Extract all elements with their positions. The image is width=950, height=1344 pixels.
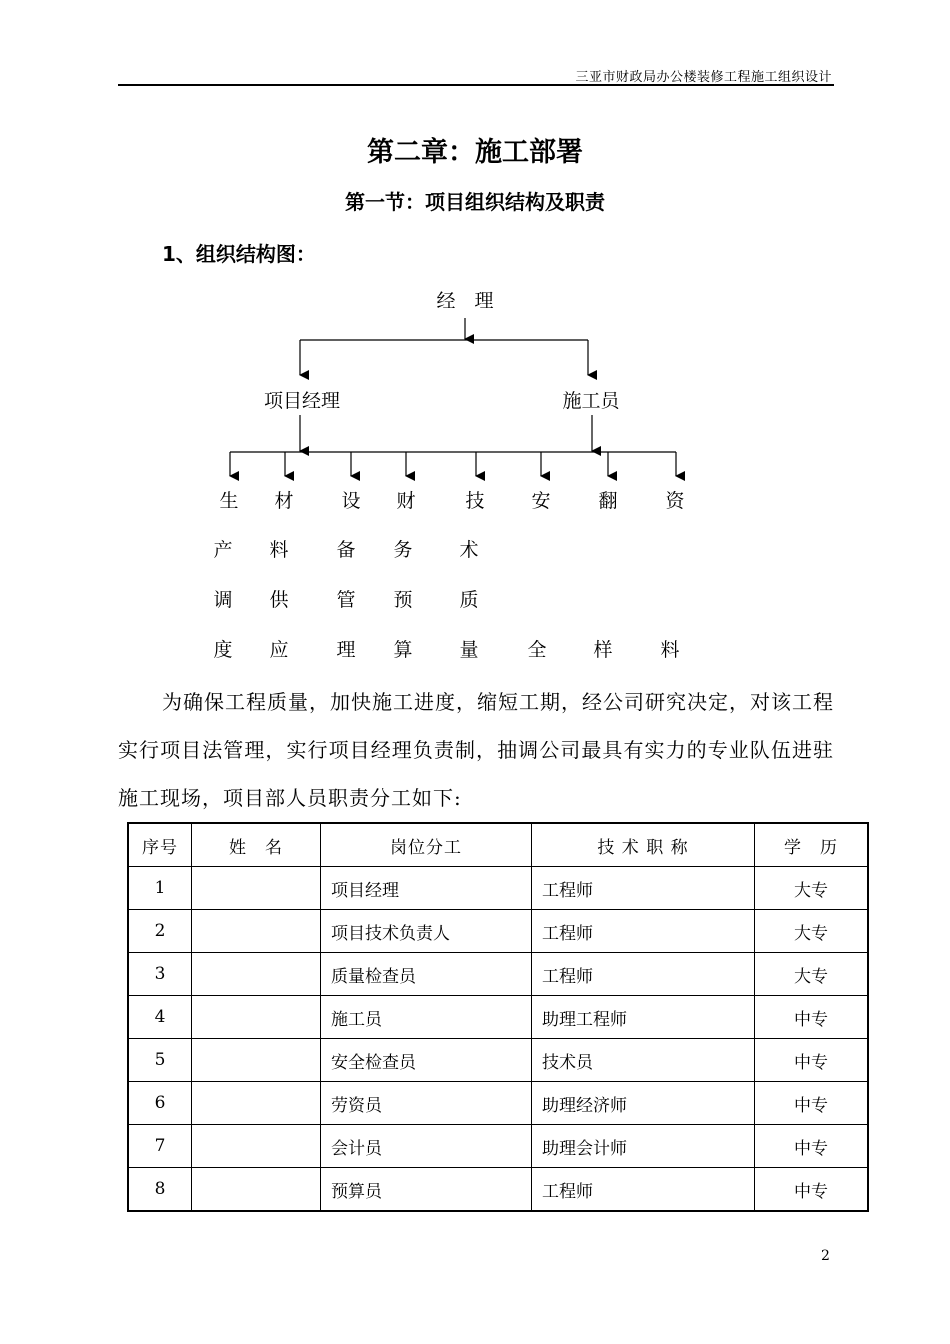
cell-name xyxy=(192,953,321,996)
dept-char: 术 xyxy=(459,539,479,561)
cell-name xyxy=(192,910,321,953)
header-title: 技 术 职 称 xyxy=(532,823,755,867)
cell-name xyxy=(192,867,321,910)
dept-production xyxy=(213,490,238,661)
cell-index: 8 xyxy=(128,1168,192,1212)
dept-records xyxy=(660,490,685,661)
dept-char: 质 xyxy=(459,589,479,611)
table-row xyxy=(128,953,868,996)
dept-materials xyxy=(269,490,293,661)
dept-char: 材 xyxy=(274,490,294,512)
dept-char: 管 xyxy=(336,589,356,611)
header-name: 姓 名 xyxy=(192,823,321,867)
running-header: 三亚市财政局办公楼装修工程施工组织设计 xyxy=(575,70,832,85)
cell-title: 助理会计师 xyxy=(532,1125,755,1168)
dept-char: 务 xyxy=(393,539,413,561)
cell-education: 中专 xyxy=(755,1168,869,1212)
cell-title: 助理工程师 xyxy=(532,996,755,1039)
dept-char: 调 xyxy=(213,589,233,611)
dept-finance xyxy=(393,490,415,661)
cell-education: 中专 xyxy=(755,1082,869,1125)
cell-title: 工程师 xyxy=(532,953,755,996)
paragraph-text: 为确保工程质量，加快施工进度，缩短工期，经公司研究决定，对该工程实行项目法管理，实行项目经理负责制，抽调公司最具有实力的专业队伍进驻施工现场，项目部人员职责分工如下: xyxy=(118,690,834,810)
cell-name xyxy=(192,1039,321,1082)
dept-char: 翻 xyxy=(598,490,618,512)
dept-char: 技 xyxy=(465,490,485,512)
cell-post: 项目技术负责人 xyxy=(321,910,532,953)
cell-index: 5 xyxy=(128,1039,192,1082)
dept-char: 样 xyxy=(593,639,613,661)
table-row xyxy=(128,1082,868,1125)
cell-title: 工程师 xyxy=(532,910,755,953)
dept-char: 量 xyxy=(459,639,479,661)
cell-post: 项目经理 xyxy=(321,867,532,910)
dept-equipment xyxy=(336,490,360,661)
dept-char: 供 xyxy=(269,589,289,611)
staff-table xyxy=(127,822,869,1212)
dept-char: 预 xyxy=(393,589,413,611)
section-title: 第一节：项目组织结构及职责 xyxy=(345,190,605,214)
org-project-manager-label: 项目经理 xyxy=(263,390,341,412)
sub-title: 1、组织结构图： xyxy=(162,242,316,266)
cell-name xyxy=(192,1125,321,1168)
table-row xyxy=(128,996,868,1039)
cell-name xyxy=(192,1082,321,1125)
dept-safety xyxy=(527,490,550,661)
cell-post: 安全检查员 xyxy=(321,1039,532,1082)
cell-education: 中专 xyxy=(755,996,869,1039)
body-paragraph xyxy=(118,678,834,822)
org-construction-staff-label: 施工员 xyxy=(562,390,620,412)
chapter-title: 第二章：施工部署 xyxy=(367,137,583,168)
dept-char: 产 xyxy=(213,539,233,561)
dept-char: 算 xyxy=(393,639,413,661)
cell-index: 7 xyxy=(128,1125,192,1168)
cell-index: 3 xyxy=(128,953,192,996)
dept-char: 财 xyxy=(396,490,416,512)
dept-char: 生 xyxy=(219,490,239,512)
cell-name xyxy=(192,1168,321,1212)
cell-post: 质量检查员 xyxy=(321,953,532,996)
cell-post: 预算员 xyxy=(321,1168,532,1212)
cell-index: 6 xyxy=(128,1082,192,1125)
dept-char: 应 xyxy=(269,639,289,661)
dept-char: 理 xyxy=(336,639,356,661)
page-number: 2 xyxy=(821,1248,830,1264)
cell-title: 助理经济师 xyxy=(532,1082,755,1125)
dept-char: 备 xyxy=(336,539,356,561)
cell-education: 大专 xyxy=(755,953,869,996)
cell-name xyxy=(192,996,321,1039)
table-header-row xyxy=(128,823,868,867)
cell-index: 1 xyxy=(128,867,192,910)
cell-education: 大专 xyxy=(755,910,869,953)
cell-title: 技术员 xyxy=(532,1039,755,1082)
table-row xyxy=(128,867,868,910)
header-post: 岗位分工 xyxy=(321,823,532,867)
dept-char: 资 xyxy=(665,490,685,512)
table-row xyxy=(128,1125,868,1168)
header-education: 学 历 xyxy=(755,823,869,867)
cell-title: 工程师 xyxy=(532,867,755,910)
dept-char: 安 xyxy=(531,490,551,512)
header-index: 序号 xyxy=(128,823,192,867)
cell-index: 4 xyxy=(128,996,192,1039)
table-row xyxy=(128,1039,868,1082)
dept-technical xyxy=(459,490,484,661)
cell-education: 大专 xyxy=(755,867,869,910)
cell-post: 会计员 xyxy=(321,1125,532,1168)
cell-index: 2 xyxy=(128,910,192,953)
dept-char: 全 xyxy=(527,639,547,661)
table-row xyxy=(128,910,868,953)
dept-char: 料 xyxy=(660,639,680,661)
dept-char: 度 xyxy=(213,639,233,661)
cell-post: 劳资员 xyxy=(321,1082,532,1125)
dept-char: 设 xyxy=(341,490,361,512)
dept-char: 料 xyxy=(269,539,289,561)
cell-title: 工程师 xyxy=(532,1168,755,1212)
cell-post: 施工员 xyxy=(321,996,532,1039)
table-row xyxy=(128,1168,868,1212)
cell-education: 中专 xyxy=(755,1125,869,1168)
dept-setting-out xyxy=(593,490,617,661)
cell-education: 中专 xyxy=(755,1039,869,1082)
org-root-label: 经 理 xyxy=(436,290,494,312)
